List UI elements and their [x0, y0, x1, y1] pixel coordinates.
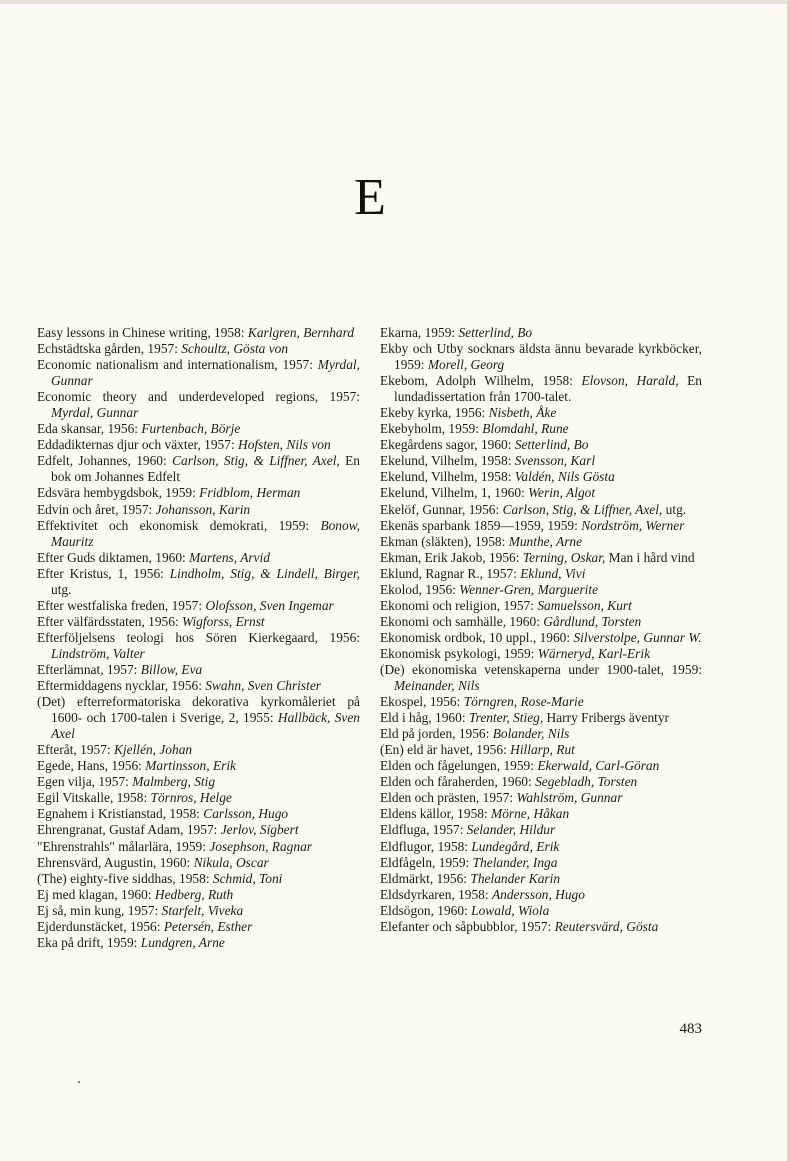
- index-entry: [380, 871, 702, 887]
- entry-title: Eldfågeln, 1959:: [380, 854, 470, 870]
- page-number: 483: [679, 1021, 702, 1037]
- entry-title: Ekelund, Vilhelm, 1958:: [380, 453, 512, 469]
- index-entry: [37, 325, 360, 341]
- index-entry: [37, 919, 360, 935]
- entry-title: Easy lessons in Chinese writing, 1958:: [37, 325, 245, 340]
- index-entry: [380, 550, 702, 566]
- entry-author: Malmberg, Stig: [132, 774, 216, 790]
- entry-author: Mörne, Håkan: [491, 806, 570, 822]
- entry-title: Eld på jorden, 1956:: [380, 726, 490, 742]
- entry-author: Hofsten, Nils von: [238, 437, 331, 453]
- index-entry: [37, 421, 360, 437]
- entry-title: Ekarna, 1959:: [380, 325, 456, 340]
- entry-title: Ekelund, Vilhelm, 1, 1960:: [380, 485, 525, 501]
- entry-author: Wahlström, Gunnar: [516, 790, 623, 806]
- entry-title: (En) eld är havet, 1956:: [380, 742, 507, 758]
- entry-title: Efter Kristus, 1, 1956:: [37, 565, 164, 581]
- entry-title: Edvin och året, 1957:: [37, 501, 153, 517]
- index-entry: [37, 614, 360, 630]
- entry-author: Samuelsson, Kurt: [537, 597, 632, 613]
- entry-title: Ej så, min kung, 1957:: [37, 902, 159, 918]
- entry-title: Ekegårdens sagor, 1960:: [380, 437, 512, 453]
- index-entry: [380, 502, 702, 518]
- entry-title: Economic theory and underdeveloped regions, 1957:: [37, 389, 360, 405]
- entry-title: Ej med klagan, 1960:: [37, 886, 152, 902]
- index-entry: [37, 742, 360, 758]
- entry-title: Efter välfärdsstaten, 1956:: [37, 613, 179, 629]
- entry-title: "Ehrenstrahls" målarlära, 1959:: [37, 838, 206, 854]
- index-entry: [37, 502, 360, 518]
- entry-author: Setterlind, Bo: [514, 437, 589, 453]
- index-entry: [37, 758, 360, 774]
- entry-title: Ekebyholm, 1959:: [380, 421, 479, 437]
- entry-author: Lindholm, Stig, & Lindell, Birger,: [169, 565, 360, 581]
- entry-author: Lowald, Wiola: [471, 902, 550, 918]
- entry-author: Eklund, Vivi: [520, 565, 586, 581]
- entry-author: Setterlind, Bo: [458, 325, 533, 340]
- entry-author: Furtenbach, Börje: [141, 421, 241, 437]
- entry-author: Johansson, Karin: [155, 501, 251, 517]
- entry-author: Valdén, Nils Gösta: [514, 469, 615, 485]
- entry-title: (De) ekonomiska vetenskaperna under 1900-talet, 1959:: [380, 661, 702, 677]
- entry-author: Andersson, Hugo: [491, 886, 585, 902]
- index-entry: [37, 341, 360, 357]
- entry-title: (The) eighty-five siddhas, 1958:: [37, 870, 210, 886]
- entry-author: Gårdlund, Torsten: [543, 613, 642, 629]
- entry-author: Törngren, Rose-Marie: [463, 694, 584, 710]
- entry-author: Myrdal, Gunnar: [51, 357, 360, 389]
- index-entry: [380, 630, 702, 646]
- index-entry: [380, 694, 702, 710]
- entry-title: Elden och fågelungen, 1959:: [380, 758, 534, 774]
- entry-author: Nordström, Werner: [581, 517, 685, 533]
- entry-title: Ekelund, Vilhelm, 1958:: [380, 469, 512, 485]
- entry-author: Ekerwald, Carl-Göran: [537, 758, 660, 774]
- index-entry: [380, 774, 702, 790]
- entry-title: Eldens källor, 1958:: [380, 806, 488, 822]
- index-entry: [37, 839, 360, 855]
- index-entry: [37, 774, 360, 790]
- entry-title: Eklund, Ragnar R., 1957:: [380, 565, 517, 581]
- entry-title: Egnahem i Kristianstad, 1958:: [37, 806, 200, 822]
- entry-author: Hillarp, Rut: [510, 742, 575, 758]
- entry-title: Ehrengranat, Gustaf Adam, 1957:: [37, 822, 218, 838]
- entry-title: Efteråt, 1957:: [37, 742, 111, 758]
- index-entry: [380, 405, 702, 421]
- entry-title: Eldsögon, 1960:: [380, 902, 468, 918]
- entry-title: Eddadikternas djur och växter, 1957:: [37, 437, 235, 453]
- entry-title: Elden och fåraherden, 1960:: [380, 774, 532, 790]
- entry-author: Werin, Algot: [528, 485, 596, 501]
- index-column-right: [380, 325, 702, 935]
- index-entry: [37, 694, 360, 742]
- index-entry: [380, 373, 702, 405]
- paper-speck: [78, 1081, 80, 1083]
- entry-author: Silverstolpe, Gunnar W.: [573, 629, 702, 645]
- index-entry: [37, 822, 360, 838]
- entry-author: Segebladh, Torsten: [535, 774, 638, 790]
- index-entry: [380, 919, 702, 935]
- entry-author: Nikula, Oscar: [193, 854, 269, 870]
- entry-title: Elefanter och såpbubblor, 1957:: [380, 918, 552, 934]
- entry-title: Ekby och Utby socknars äldsta ännu bevarade kyrkböcker, 1959:: [380, 341, 702, 373]
- index-entry: [37, 518, 360, 550]
- index-entry: [37, 806, 360, 822]
- index-entry: [380, 646, 702, 662]
- entry-note: En lundadissertation från 1700-talet.: [394, 373, 702, 405]
- index-entry: [37, 437, 360, 453]
- index-entry: [380, 822, 702, 838]
- index-entry: [37, 871, 360, 887]
- index-entry: [380, 614, 702, 630]
- entry-author: Thelander, Inga: [472, 854, 558, 870]
- entry-title: (Det) efterreformatoriska dekorativa kyrkomåleriet på 1600- och 1700-talen i Sverige, 2, 1955:: [37, 694, 360, 726]
- index-entry: [37, 678, 360, 694]
- index-entry: [380, 534, 702, 550]
- entry-title: Ekman, Erik Jakob, 1956:: [380, 549, 520, 565]
- entry-author: Carlsson, Hugo: [203, 806, 289, 822]
- entry-title: Egen vilja, 1957:: [37, 774, 129, 790]
- entry-author: Selander, Hildur: [466, 822, 556, 838]
- entry-title: Ekeby kyrka, 1956:: [380, 405, 486, 421]
- entry-author: Hallbäck, Sven Axel: [51, 710, 360, 742]
- index-entry: [37, 935, 360, 951]
- entry-title: Ekonomi och samhälle, 1960:: [380, 613, 540, 629]
- entry-author: Lundgren, Arne: [140, 934, 225, 950]
- index-entry: [380, 855, 702, 871]
- entry-author: Martens, Arvid: [189, 549, 270, 565]
- entry-title: Eldflugor, 1958:: [380, 838, 468, 854]
- entry-author: Billow, Eva: [140, 661, 203, 677]
- entry-note: Man i hård vind: [608, 549, 695, 565]
- entry-author: Carlson, Stig, & Liffner, Axel,: [172, 453, 340, 469]
- entry-author: Thelander Karin: [470, 870, 561, 886]
- entry-author: Hedberg, Ruth: [154, 886, 234, 902]
- entry-author: Swahn, Sven Christer: [205, 678, 321, 694]
- index-entry: [380, 839, 702, 855]
- entry-author: Karlgren, Bernhard: [247, 325, 355, 340]
- index-entry: [380, 598, 702, 614]
- entry-note: Harry Fribergs äventyr: [546, 710, 670, 726]
- index-entry: [380, 790, 702, 806]
- entry-author: Nisbeth, Åke: [488, 405, 557, 421]
- entry-author: Carlson, Stig, & Liffner, Axel,: [502, 501, 663, 517]
- index-entry: [380, 726, 702, 742]
- entry-title: Ekebom, Adolph Wilhelm, 1958:: [380, 373, 573, 389]
- index-entry: [37, 630, 360, 662]
- entry-title: Ekospel, 1956:: [380, 694, 461, 710]
- entry-title: Edfelt, Johannes, 1960:: [37, 453, 167, 469]
- index-entry: [380, 582, 702, 598]
- entry-title: Ekenäs sparbank 1859—1959, 1959:: [380, 517, 578, 533]
- entry-title: Eftermiddagens nycklar, 1956:: [37, 678, 202, 694]
- entry-note: En bok om Johannes Edfelt: [51, 453, 360, 485]
- entry-author: Svensson, Karl: [514, 453, 596, 469]
- entry-title: Efterföljelsens teologi hos Sören Kierkegaard, 1956:: [37, 629, 360, 645]
- entry-author: Myrdal, Gunnar: [51, 405, 139, 421]
- entry-title: Eldmärkt, 1956:: [380, 870, 468, 886]
- index-entry: [380, 421, 702, 437]
- page-top-edge: [0, 0, 790, 4]
- entry-title: Ejderdunstäcket, 1956:: [37, 918, 161, 934]
- index-entry: [380, 469, 702, 485]
- entry-author: Wärneryd, Karl-Erik: [537, 645, 651, 661]
- entry-author: Olofsson, Sven Ingemar: [205, 597, 334, 613]
- entry-author: Bolander, Nils: [492, 726, 570, 742]
- index-entry: [37, 662, 360, 678]
- entry-title: Eldsdyrkaren, 1958:: [380, 886, 489, 902]
- index-entry: [37, 566, 360, 598]
- entry-author: Jerlov, Sigbert: [220, 822, 299, 838]
- index-entry: [380, 518, 702, 534]
- entry-note: utg.: [51, 581, 72, 597]
- entry-title: Edsvära hembygdsbok, 1959:: [37, 485, 196, 501]
- index-entry: [380, 485, 702, 501]
- index-column-left: [37, 325, 360, 951]
- entry-note: utg.: [665, 501, 687, 517]
- entry-author: Lundegård, Erik: [471, 838, 560, 854]
- entry-title: Egede, Hans, 1956:: [37, 758, 142, 774]
- entry-title: Eldfluga, 1957:: [380, 822, 464, 838]
- entry-author: Reutersvärd, Gösta: [554, 918, 659, 934]
- index-entry: [37, 485, 360, 501]
- index-entry: [37, 550, 360, 566]
- entry-title: Eda skansar, 1956:: [37, 421, 138, 437]
- index-entry: [380, 566, 702, 582]
- entry-author: Lindström, Valter: [51, 645, 145, 661]
- entry-author: Fridblom, Herman: [199, 485, 301, 501]
- entry-title: Ekonomi och religion, 1957:: [380, 597, 534, 613]
- entry-title: Efter Guds diktamen, 1960:: [37, 549, 186, 565]
- entry-title: Echstädtska gården, 1957:: [37, 341, 178, 357]
- entry-title: Elden och prästen, 1957:: [380, 790, 514, 806]
- index-entry: [37, 855, 360, 871]
- entry-author: Trenter, Stieg,: [468, 710, 544, 726]
- index-entry: [37, 598, 360, 614]
- index-entry: [380, 453, 702, 469]
- entry-author: Martinsson, Erik: [145, 758, 236, 774]
- index-entry: [380, 758, 702, 774]
- entry-title: Efter westfaliska freden, 1957:: [37, 597, 203, 613]
- entry-author: Munthe, Arne: [508, 533, 583, 549]
- entry-title: Ehrensvärd, Augustin, 1960:: [37, 854, 191, 870]
- entry-author: Schmid, Toni: [212, 870, 283, 886]
- entry-title: Effektivitet och ekonomisk demokrati, 1959:: [37, 517, 310, 533]
- entry-title: Economic nationalism and internationalism, 1957:: [37, 357, 313, 373]
- index-entry: [380, 662, 702, 694]
- entry-author: Blomdahl, Rune: [482, 421, 569, 437]
- entry-title: Ekolod, 1956:: [380, 581, 456, 597]
- entry-title: Eld i håg, 1960:: [380, 710, 466, 726]
- entry-title: Ekman (släkten), 1958:: [380, 533, 506, 549]
- entry-title: Eka på drift, 1959:: [37, 934, 138, 950]
- index-entry: [380, 903, 702, 919]
- entry-author: Terning, Oskar,: [522, 549, 606, 565]
- entry-author: Morell, Georg: [427, 357, 505, 373]
- index-entry: [380, 742, 702, 758]
- entry-author: Törnros, Helge: [150, 790, 232, 806]
- index-entry: [380, 341, 702, 373]
- entry-title: Ekonomisk psykologi, 1959:: [380, 645, 535, 661]
- index-entry: [380, 437, 702, 453]
- entry-author: Schoultz, Gösta von: [181, 341, 289, 357]
- entry-author: Petersén, Esther: [163, 918, 253, 934]
- entry-author: Wenner-Gren, Marguerite: [459, 581, 599, 597]
- index-entry: [380, 325, 702, 341]
- index-entry: [37, 887, 360, 903]
- index-entry: [380, 710, 702, 726]
- entry-title: Ekelöf, Gunnar, 1956:: [380, 501, 500, 517]
- index-entry: [37, 389, 360, 421]
- entry-author: Wigforss, Ernst: [182, 613, 265, 629]
- index-entry: [380, 887, 702, 903]
- index-entry: [37, 357, 360, 389]
- entry-author: Meinander, Nils: [394, 678, 480, 694]
- entry-author: Bonow, Mauritz: [51, 517, 360, 549]
- section-letter-heading: E: [354, 169, 386, 226]
- entry-author: Elovson, Harald,: [581, 373, 679, 389]
- entry-title: Efterlämnat, 1957:: [37, 661, 138, 677]
- index-entry: [37, 790, 360, 806]
- index-entry: [380, 806, 702, 822]
- entry-author: Starfelt, Viveka: [161, 902, 244, 918]
- entry-author: Kjellén, Johan: [113, 742, 193, 758]
- index-entry: [37, 903, 360, 919]
- entry-title: Ekonomisk ordbok, 10 uppl., 1960:: [380, 629, 571, 645]
- index-entry: [37, 453, 360, 485]
- entry-title: Egil Vitskalle, 1958:: [37, 790, 148, 806]
- entry-author: Josephson, Ragnar: [209, 838, 312, 854]
